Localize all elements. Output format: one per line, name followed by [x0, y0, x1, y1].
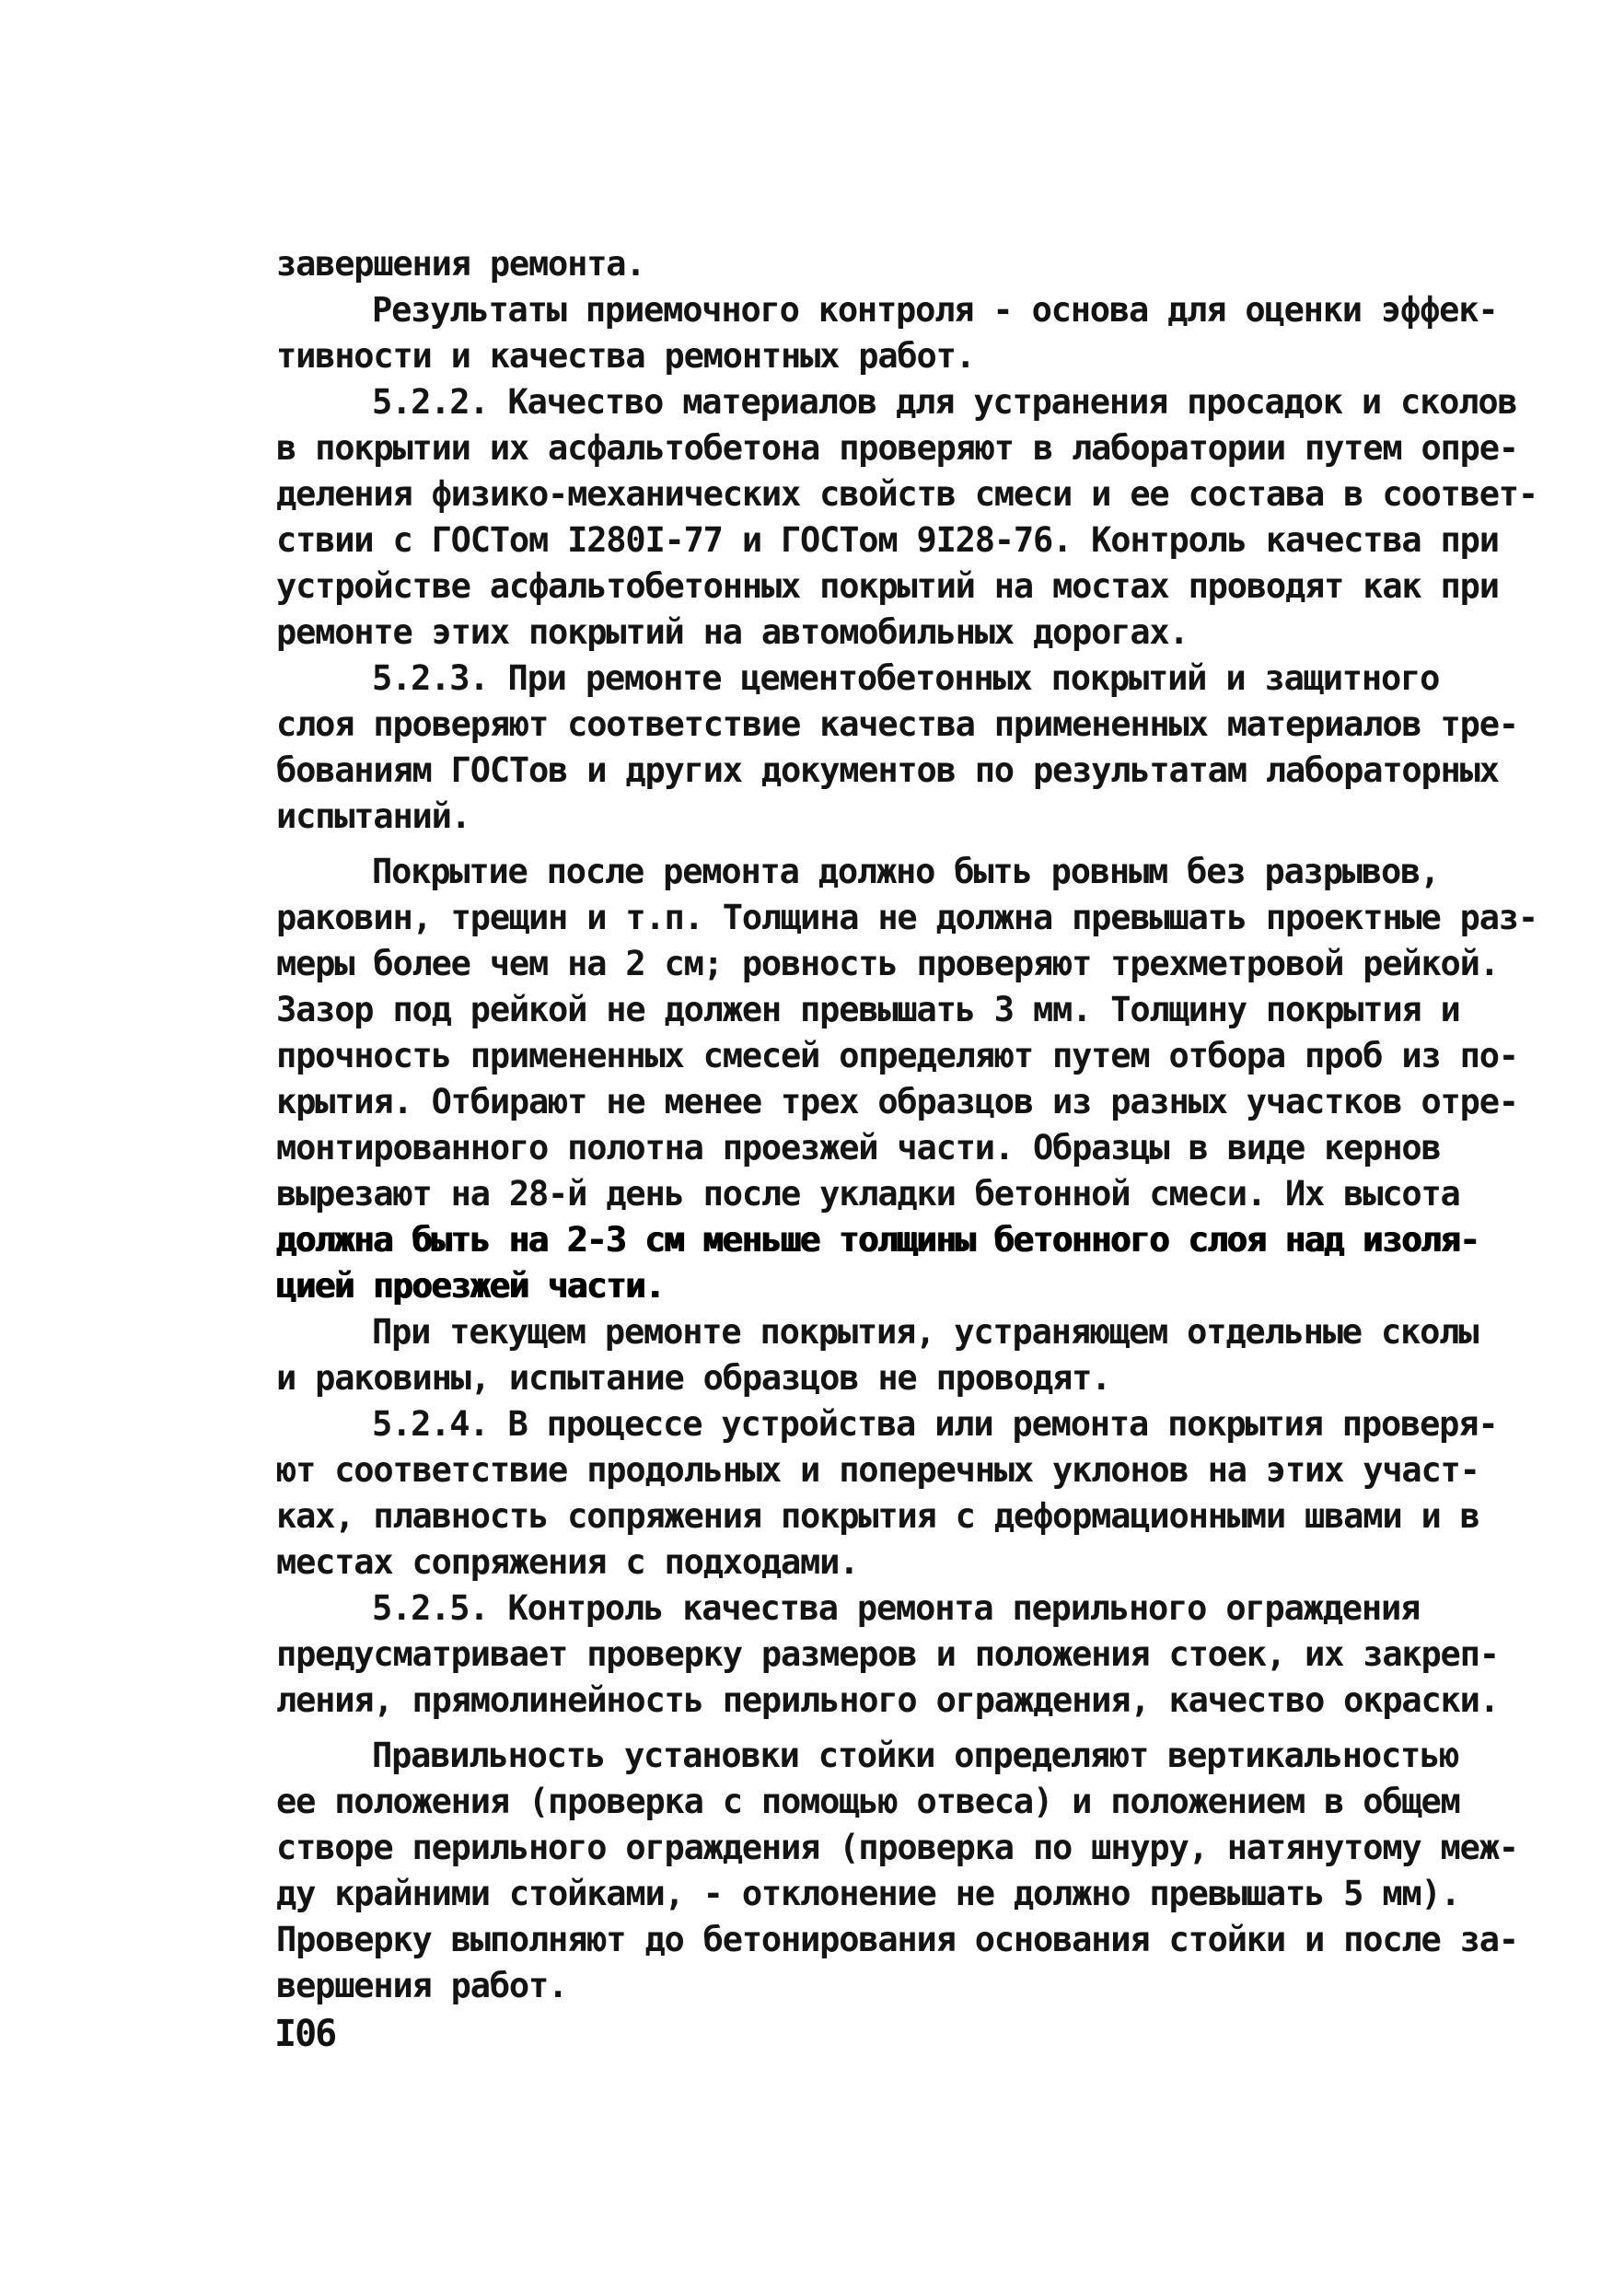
section-5-2-4-line: 5.2.4. В процессе устройства или ремонта покрытия проверя- — [372, 1404, 1498, 1444]
paragraph-start-line: Результаты приемочного контроля - основа для оценки эффек- — [372, 290, 1498, 330]
text-line: вершения работ. — [276, 1966, 568, 2005]
text-line-bold: должна быть на 2-3 см меньше толщины бетонного слоя над изоля- — [276, 1220, 1479, 1260]
text-line: завершения ремонта. — [276, 244, 645, 284]
text-line: тивности и качества ремонтных работ. — [276, 336, 975, 376]
text-line: Проверку выполняют до бетонирования основания стойки и после за- — [276, 1920, 1518, 1959]
text-line: ках, плавность сопряжения покрытия с деформационными швами и в — [276, 1496, 1479, 1536]
paragraph-start-line: Покрытие после ремонта должно быть ровным без разрывов, — [372, 852, 1440, 891]
text-line: створе перильного ограждения (проверка по шнуру, натянутому меж- — [276, 1828, 1518, 1867]
text-line: ления, прямолинейность перильного ограждения, качество окраски. — [276, 1680, 1499, 1720]
text-line: ее положения (проверка с помощью отвеса) и положением в общем — [276, 1782, 1460, 1821]
paragraph-start-line: При текущем ремонте покрытия, устраняющем отдельные сколы — [372, 1312, 1479, 1352]
section-5-2-5-line: 5.2.5. Контроль качества ремонта перильного ограждения — [372, 1588, 1421, 1628]
text-line: ремонте этих покрытий на автомобильных дорогах. — [276, 612, 1189, 652]
text-line: и раковины, испытание образцов не проводят. — [276, 1358, 1111, 1398]
section-5-2-3-line: 5.2.3. При ремонте цементобетонных покрытий и защитного — [372, 658, 1440, 698]
text-line: устройстве асфальтобетонных покрытий на мостах проводят как при — [276, 566, 1499, 606]
text-line: крытия. Отбирают не менее трех образцов из разных участков отре- — [276, 1082, 1518, 1121]
text-line: прочность примененных смесей определяют путем отбора проб из по- — [276, 1036, 1518, 1075]
text-line: ствии с ГОСТом I280I-77 и ГОСТом 9I28-76. Контроль качества при — [276, 520, 1499, 560]
section-5-2-2-line: 5.2.2. Качество материалов для устранения просадок и сколов — [372, 382, 1517, 422]
page-number: I06 — [274, 2013, 336, 2055]
text-line: деления физико-механических свойств смеси и ее состава в соответ- — [276, 474, 1537, 514]
text-line: Зазор под рейкой не должен превышать 3 мм. Толщину покрытия и — [276, 990, 1460, 1029]
text-line: монтированного полотна проезжей части. Образцы в виде кернов — [276, 1128, 1441, 1168]
text-line: вырезают на 28-й день после укладки бетонной смеси. Их высота — [276, 1174, 1460, 1214]
text-line: бованиям ГОСТов и других документов по результатам лабораторных — [276, 750, 1499, 790]
text-line: местах сопряжения с подходами. — [276, 1542, 859, 1582]
text-line: ду крайними стойками, - отклонение не должно превышать 5 мм). — [276, 1874, 1460, 1913]
text-line: в покрытии их асфальтобетона проверяют в лаборатории путем опре- — [276, 428, 1518, 468]
text-line-bold: цией проезжей части. — [276, 1266, 665, 1306]
text-line: ют соответствие продольных и поперечных уклонов на этих участ- — [276, 1450, 1479, 1490]
text-line: испытаний. — [276, 796, 470, 836]
text-line: меры более чем на 2 см; ровность проверяют трехметровой рейкой. — [276, 944, 1499, 983]
text-line: предусматривает проверку размеров и положения стоек, их закреп- — [276, 1634, 1499, 1674]
body-text — [276, 241, 1537, 2009]
text-line: раковин, трещин и т.п. Толщина не должна превышать проектные раз- — [276, 898, 1537, 937]
text-line: слоя проверяют соответствие качества примененных материалов тре- — [276, 704, 1518, 744]
paragraph-start-line: Правильность установки стойки определяют вертикальностью — [372, 1736, 1459, 1775]
